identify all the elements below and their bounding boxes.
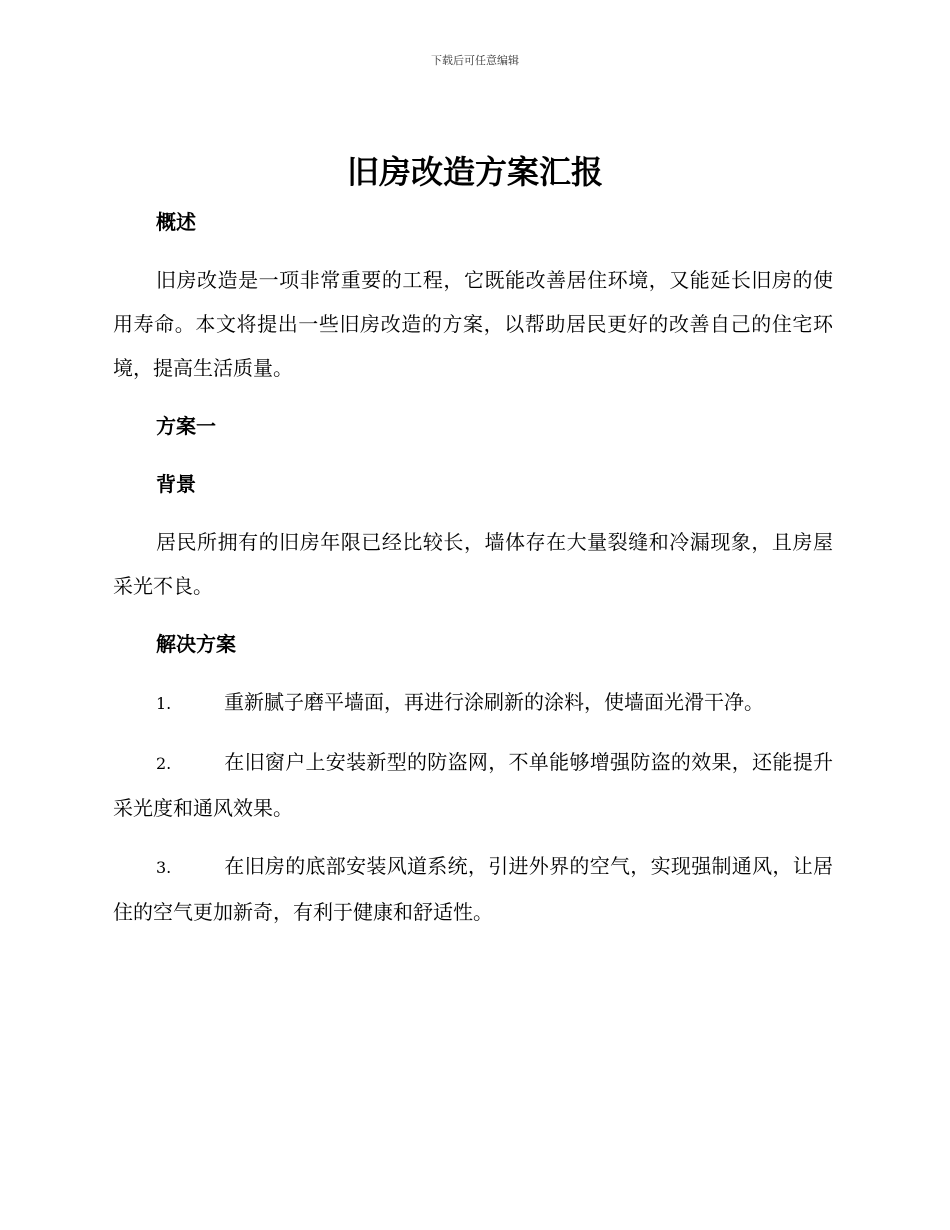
page-header-note: 下载后可任意编辑 — [431, 54, 519, 67]
solution-item — [113, 680, 833, 726]
background-heading: 背景 — [156, 472, 196, 496]
overview-heading: 概述 — [156, 210, 196, 234]
solution-item-number: 3. — [156, 858, 172, 877]
solution-item-number: 1. — [156, 694, 172, 713]
solution-item — [113, 844, 833, 934]
solution-item-text: 在旧房的底部安装风道系统，引进外界的空气，实现强制通风，让居住的空气更加新奇，有利于健康和舒适性。 — [113, 854, 833, 924]
solution-heading: 解决方案 — [156, 632, 236, 656]
solution-item-text: 重新腻子磨平墙面，再进行涂刷新的涂料，使墙面光滑干净。 — [224, 690, 764, 714]
background-paragraph: 居民所拥有的旧房年限已经比较长，墙体存在大量裂缝和冷漏现象，且房屋采光不良。 — [113, 530, 833, 598]
solution-item-text: 在旧窗户上安装新型的防盗网，不单能够增强防盗的效果，还能提升采光度和通风效果。 — [113, 750, 833, 820]
document-body — [113, 200, 833, 934]
overview-paragraph: 旧房改造是一项非常重要的工程，它既能改善居住环境，又能延长旧房的使用寿命。本文将提出一些旧房改造的方案，以帮助居民更好的改善自己的住宅环境，提高生活质量。 — [113, 268, 833, 380]
plan-one-heading: 方案一 — [156, 414, 216, 438]
solution-item-number: 2. — [156, 754, 172, 773]
solution-item — [113, 740, 833, 830]
document-title: 旧房改造方案汇报 — [346, 153, 603, 191]
